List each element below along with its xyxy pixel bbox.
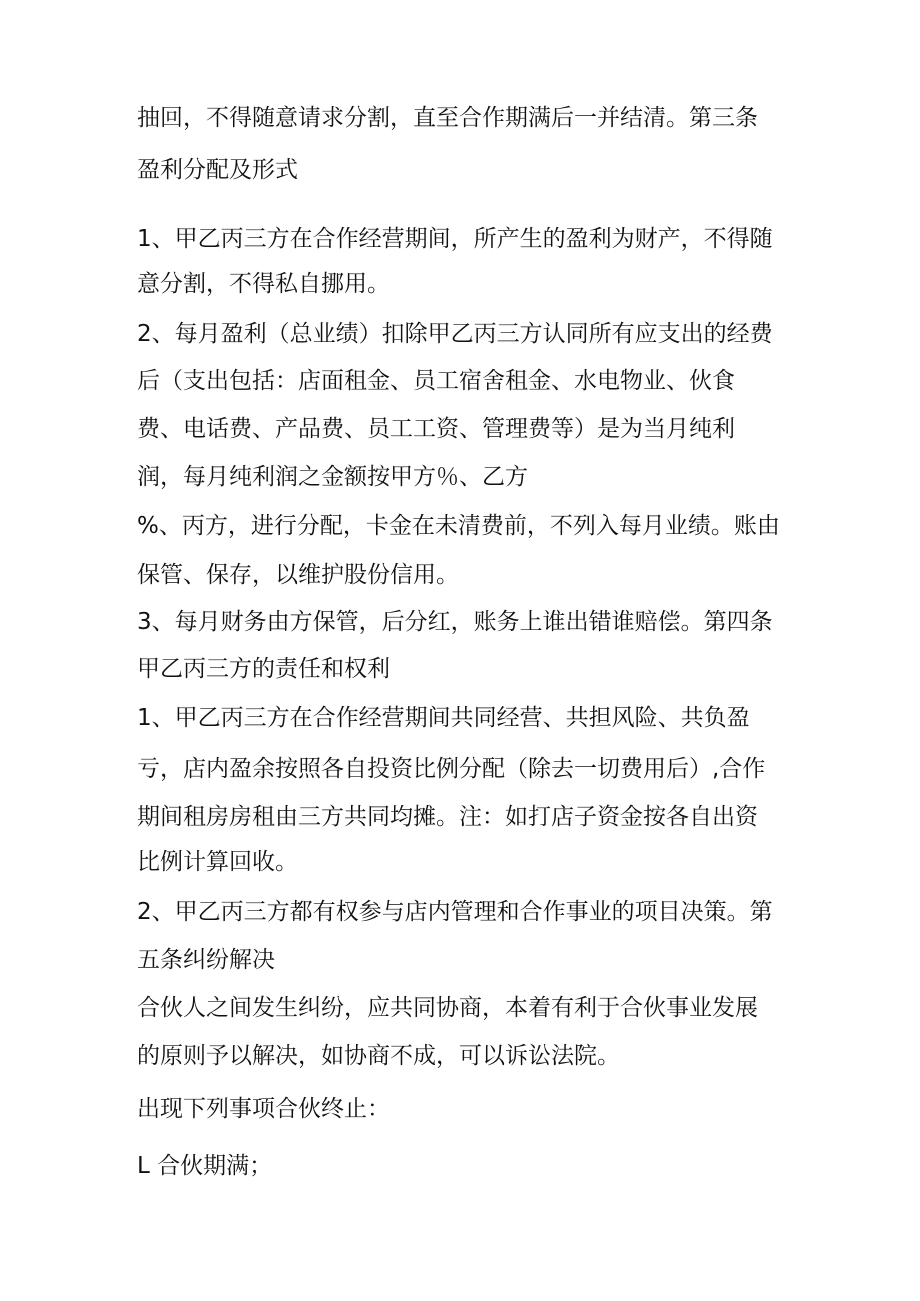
text-line: 的原则予以解决，如协商不成，可以诉讼法院。 [137, 1043, 620, 1069]
text-line: L 合伙期满； [137, 1153, 273, 1179]
text-line: 五条纠纷解决 [137, 947, 275, 973]
text-line: 保管、保存，以维护股份信用。 [137, 562, 459, 588]
text-line: 意分割，不得私自挪用。 [137, 271, 390, 297]
text-line: 期间租房房租由三方共同均摊。注：如打店子资金按各自出资 [137, 804, 758, 830]
text-line: 亏，店内盈余按照各自投资比例分配（除去一切费用后）,合作 [137, 756, 766, 782]
text-line: 费、电话费、产品费、员工工资、管理费等）是为当月纯利 [137, 416, 735, 442]
text-line: 比例计算回收。 [137, 849, 298, 875]
text-line: 3、每月财务由方保管，后分红，账务上谁出错谁赔偿。第四条 [137, 609, 773, 635]
text-line: 抽回，不得随意请求分割，直至合作期满后一并结清。第三条 [137, 105, 758, 131]
text-line: 润，每月纯利润之金额按甲方％、乙方 [137, 464, 528, 490]
text-line: 出现下列事项合伙终止： [137, 1096, 390, 1122]
text-line: 1、甲乙丙三方在合作经营期间共同经营、共担风险、共负盈 [137, 705, 750, 731]
text-line: 合伙人之间发生纠纷，应共同协商，本着有利于合伙事业发展 [137, 995, 758, 1021]
text-line: 2、甲乙丙三方都有权参与店内管理和合作事业的项目决策。第 [137, 899, 773, 925]
text-line: 2、每月盈利（总业绩）扣除甲乙丙三方认同所有应支出的经费 [137, 321, 773, 347]
text-line: %、丙方，进行分配，卡金在未清费前，不列入每月业绩。账由 [137, 513, 780, 539]
text-line: 1、甲乙丙三方在合作经营期间，所产生的盈利为财产，不得随 [137, 226, 773, 252]
text-line: 后（支出包括：店面租金、员工宿舍租金、水电物业、伙食 [137, 368, 735, 394]
text-line: 甲乙丙三方的责任和权利 [137, 656, 390, 682]
text-line: 盈利分配及形式 [137, 157, 298, 183]
